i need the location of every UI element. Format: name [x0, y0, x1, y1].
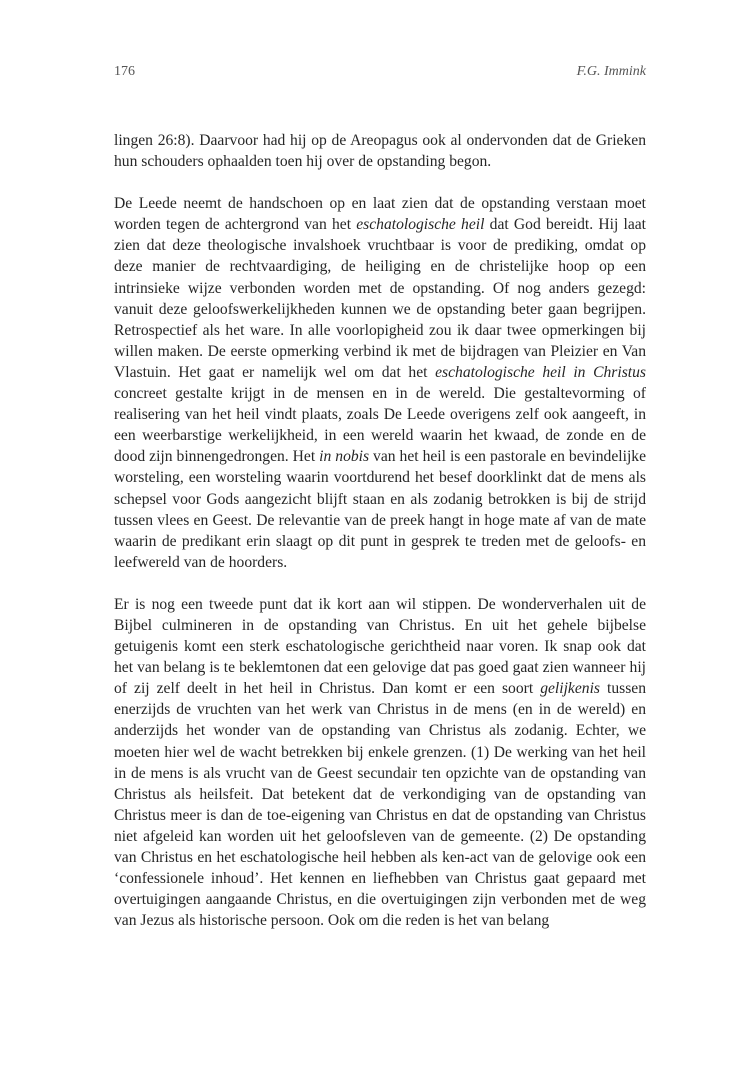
italic-phrase: in nobis	[319, 448, 370, 466]
running-header	[114, 64, 646, 80]
text-run: concreet gestalte krijgt in de mensen en in de wereld. Die gestaltevorming of realisering van het heil vindt plaats, zoals De Leede overigens zelf ook aangeeft, in een weerbarstige werkelijkheid, in een wereld waarin het kwaad, de zonde en de dood zijn binnengedrongen. Het	[114, 385, 646, 466]
text-run: dat God bereidt. Hij laat zien dat deze theologische invalshoek vruchtbaar is voor de prediking, omdat op deze manier de rechtvaardiging, de heiliging en de christelijke hoop op een intrinsieke wijze verbonden worden met de opstanding. Of nog anders gezegd: vanuit deze geloofswerkelijkheden kunnen we de opstanding beter gaan begrijpen. Retrospectief als het ware. In alle voorlopigheid zou ik daar twee opmerkingen bij willen maken. De eerste opmerking verbind ik met de bijdragen van Pleizier en Van Vlastuin. Het gaat er namelijk wel om dat het	[114, 216, 646, 381]
running-header-author: F.G. Immink	[576, 64, 646, 79]
text-run: Er is nog een tweede punt dat ik kort aan wil stippen. De wonderverhalen uit de Bijbel culmineren in de opstanding van Christus. En uit het gehele bijbelse getuigenis komt een sterk eschatologische gerichtheid naar voren. Ik snap ook dat het van belang is te beklemtonen dat een gelovige dat pas goed gaat zien wanneer hij of zij zelf deelt in het heil in Christus. Dan komt er een soort	[114, 595, 646, 698]
paragraph	[114, 130, 646, 172]
text-run: De Leede neemt de handschoen op en laat zien dat de opstanding verstaan moet worden tegen de achtergrond van het	[114, 195, 646, 234]
text-run: van het heil is een pastorale en bevindelijke worsteling, een worsteling waarin voortdurend het besef doorklinkt dat de mens als schepsel voor Gods aangezicht blijft staan en als zodanig betrokken is bij de strijd tussen vlees en Geest. De relevantie van de preek hangt in hoge mate af van de mate waarin de predikant erin slaagt op dit punt in gesprek te treden met de geloofs- en leefwereld van de hoorders.	[114, 448, 646, 571]
text-run: lingen 26:8). Daarvoor had hij op de Areopagus ook al ondervonden dat de Grieken hun schouders ophaalden toen hij over de opstanding begon.	[114, 132, 646, 171]
italic-phrase: eschatologische heil in Christus	[435, 363, 646, 381]
body-text	[114, 130, 646, 931]
page-number: 176	[114, 64, 135, 79]
italic-phrase: gelijkenis	[540, 680, 600, 698]
paragraph	[114, 594, 646, 932]
italic-phrase: eschatologische heil	[356, 216, 485, 234]
text-run: tussen enerzijds de vruchten van het werk van Christus in de mens (en in de wereld) en anderzijds het wonder van de opstanding van Christus als zodanig. Echter, we moeten hier wel de wacht betrekken bij enkele grenzen. (1) De werking van het heil in de mens is als vrucht van de Geest secundair ten opzichte van de opstanding van Christus als heilsfeit. Dat betekent dat de verkondiging van de opstanding van Christus meer is dan de toe-eigening van Christus en dat de opstanding van Christus niet afgeleid kan worden uit het geloofsleven van de gemeente. (2) De opstanding van Christus en het eschatologische heil hebben als ken-act van de gelovige ook een ‘confessionele inhoud’. Het kennen en liefhebben van Christus gaat gepaard met overtuigingen aangaande Christus, en die overtuigingen zijn verbonden met de weg van Jezus als historische persoon. Ook om die reden is het van belang	[114, 680, 646, 930]
paragraph	[114, 193, 646, 573]
